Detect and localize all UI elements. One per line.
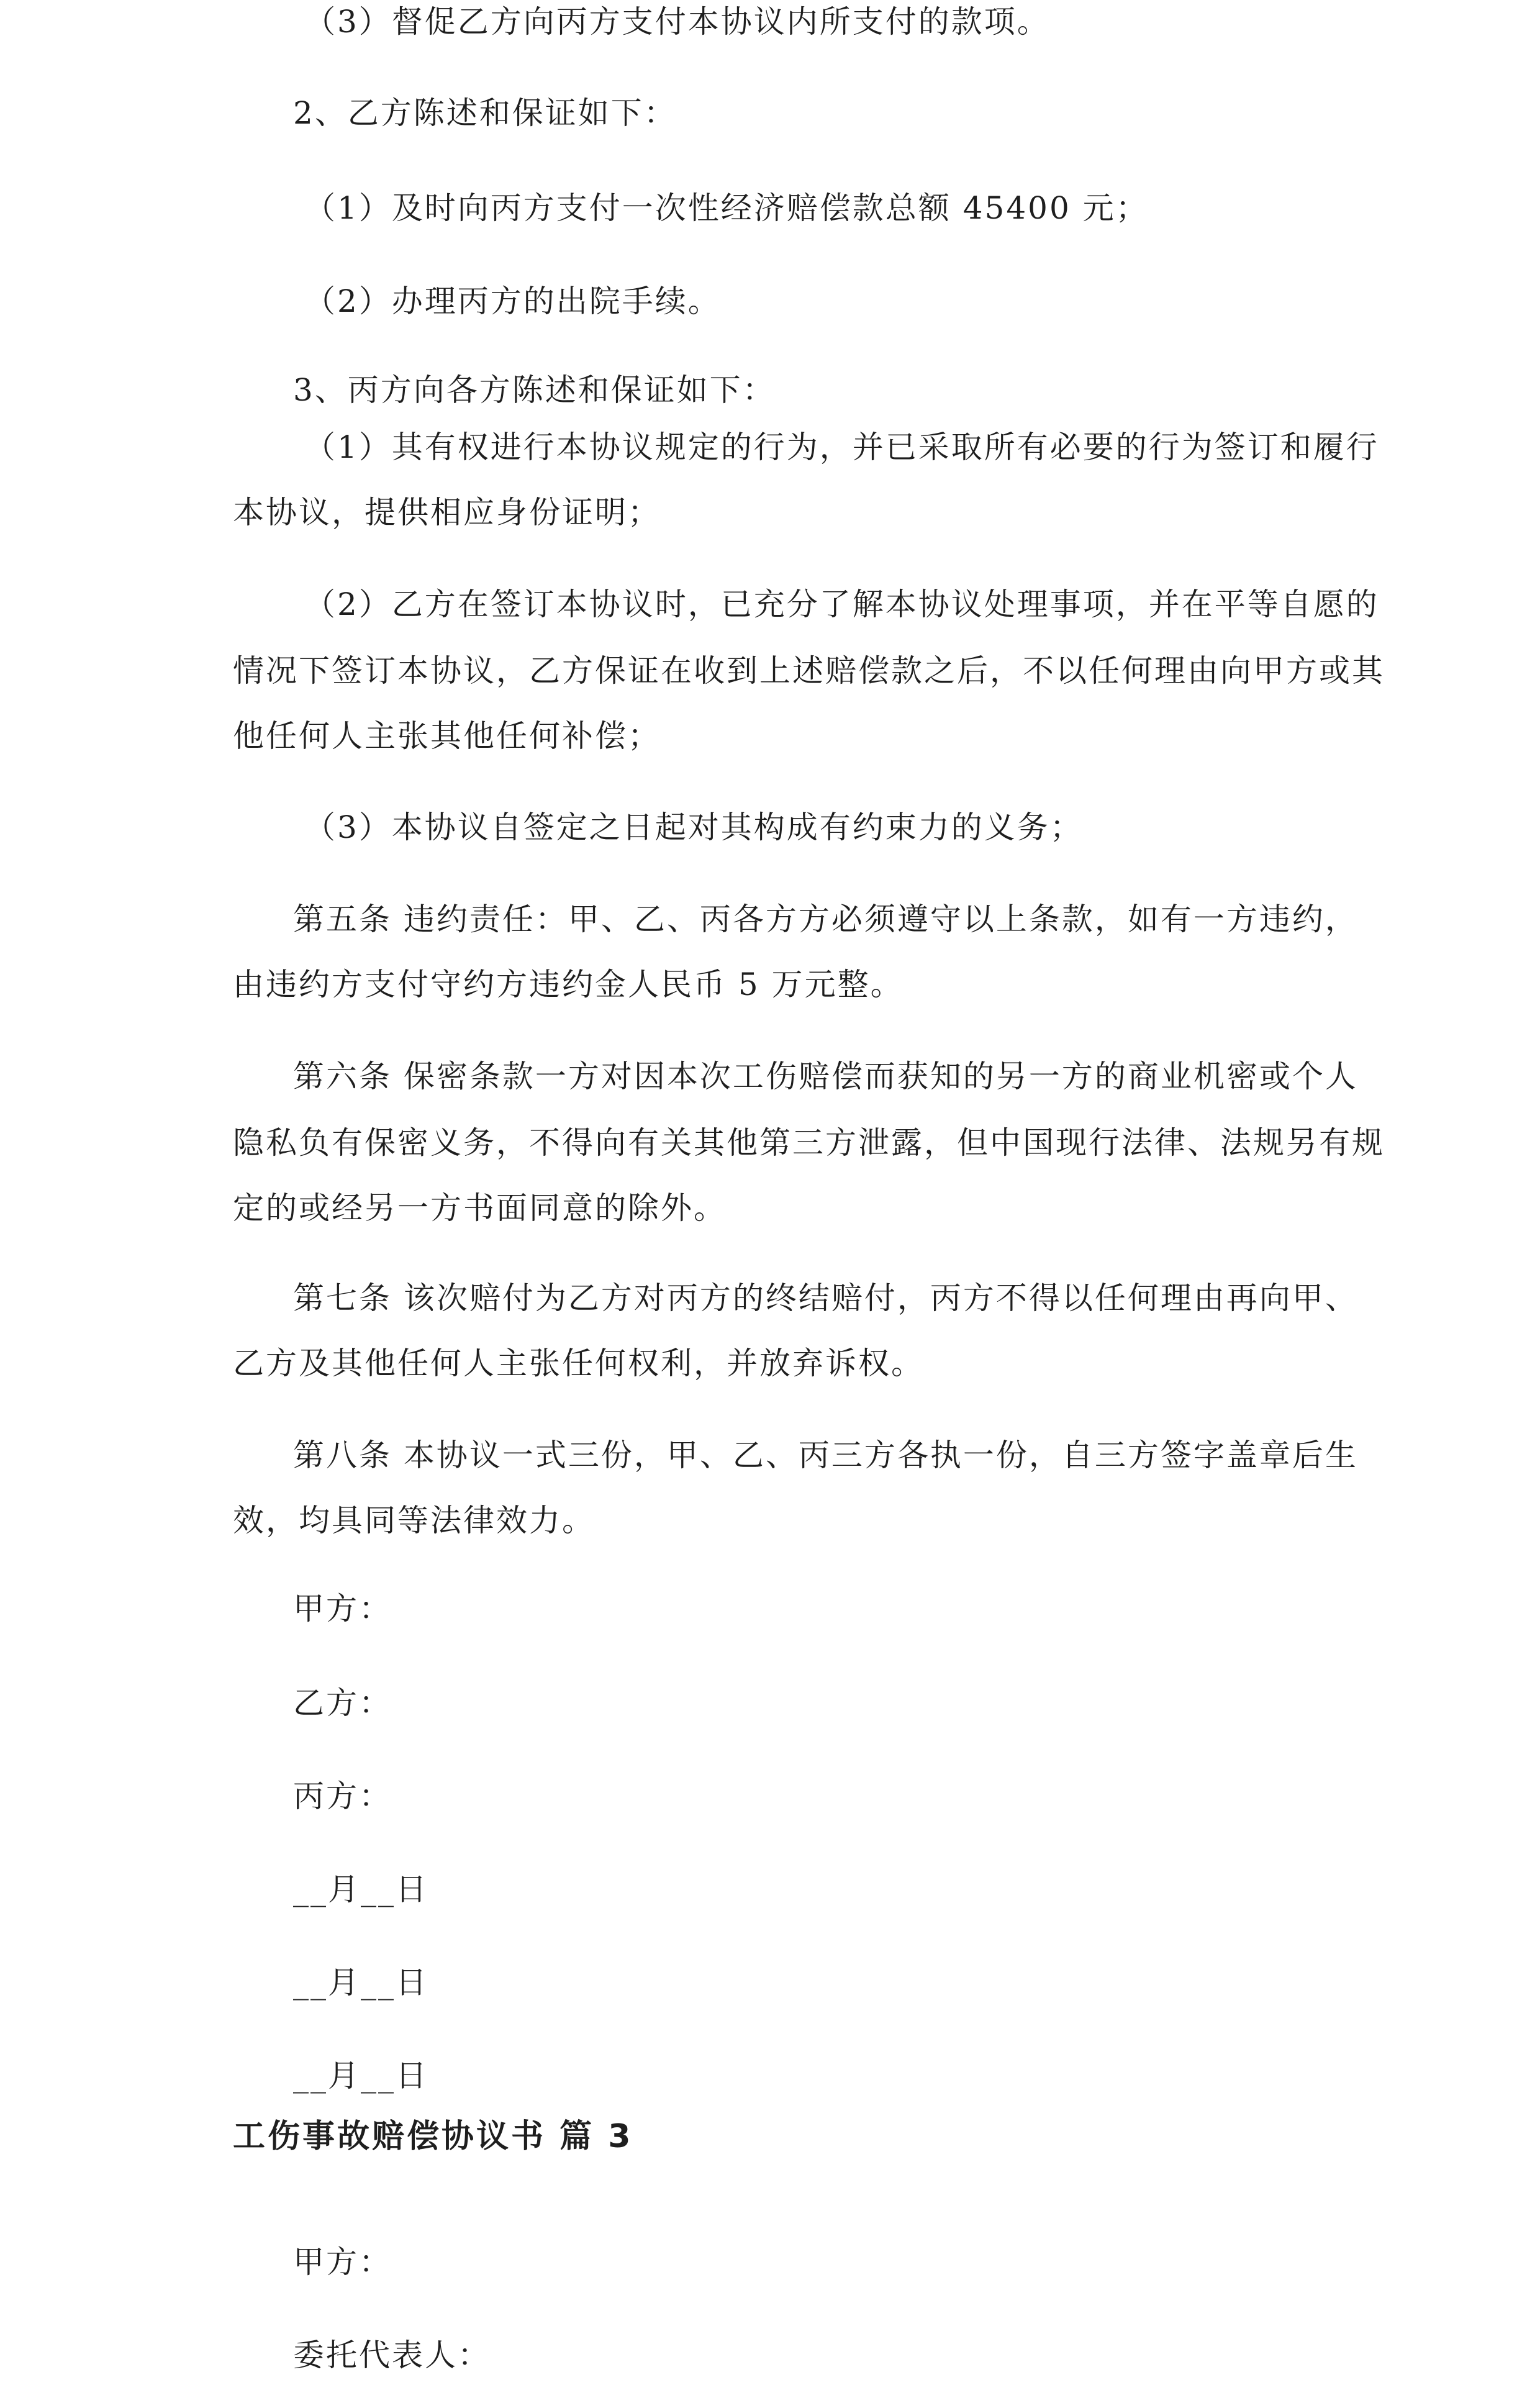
article-text: 第六条 保密条款一方对因本次工伤赔偿而获知的另一方的商业机密或个人 (293, 1058, 1358, 1094)
party-label: 甲方： (293, 2244, 392, 2280)
article-text: 定的或经另一方书面同意的除外。 (233, 1190, 727, 1226)
clause-text: 他任何人主张其他任何补偿； (233, 718, 661, 754)
clause-text: （2）乙方在签订本协议时，已充分了解本协议处理事项，并在平等自愿的 (304, 586, 1379, 622)
article-text: 乙方及其他任何人主张任何权利，并放弃诉权。 (233, 1345, 924, 1381)
clause-text: 情况下签订本协议，乙方保证在收到上述赔偿款之后，不以任何理由向甲方或其 (233, 653, 1385, 689)
clause-text: （1）其有权进行本协议规定的行为，并已采取所有必要的行为签订和履行 (304, 429, 1379, 465)
article-text: 效，均具同等法律效力。 (233, 1502, 595, 1538)
clause-text: （1）及时向丙方支付一次性经济赔偿款总额 45400 元； (304, 190, 1149, 226)
article-text: 隐私负有保密义务，不得向有关其他第三方泄露，但中国现行法律、法规另有规 (233, 1125, 1385, 1161)
clause-text: （3）督促乙方向丙方支付本协议内所支付的款项。 (304, 4, 1050, 40)
signature-party-label: 甲方： (293, 1591, 392, 1627)
article-text: 由违约方支付守约方违约金人民币 5 万元整。 (233, 966, 904, 1002)
signature-date: __月__日 (293, 2058, 428, 2094)
article-text: 第五条 违约责任：甲、乙、丙各方方必须遵守以上条款，如有一方违约， (293, 901, 1358, 937)
signature-date: __月__日 (293, 1965, 428, 2001)
signature-date: __月__日 (293, 1871, 428, 1907)
article-text: 第七条 该次赔付为乙方对丙方的终结赔付，丙方不得以任何理由再向甲、 (293, 1280, 1358, 1316)
signature-party-label: 丙方： (293, 1778, 392, 1814)
clause-text: （3）本协议自签定之日起对其构成有约束力的义务； (304, 809, 1083, 845)
clause-heading: 2、乙方陈述和保证如下： (293, 95, 677, 131)
representative-label: 委托代表人： (293, 2337, 491, 2373)
clause-heading: 3、丙方向各方陈述和保证如下： (293, 372, 776, 408)
signature-party-label: 乙方： (293, 1685, 392, 1721)
section-title: 工伤事故赔偿协议书 篇 3 (233, 2118, 633, 2155)
clause-text: 本协议，提供相应身份证明； (233, 494, 661, 530)
article-text: 第八条 本协议一式三份，甲、乙、丙三方各执一份，自三方签字盖章后生 (293, 1437, 1358, 1473)
clause-text: （2）办理丙方的出院手续。 (304, 283, 721, 319)
